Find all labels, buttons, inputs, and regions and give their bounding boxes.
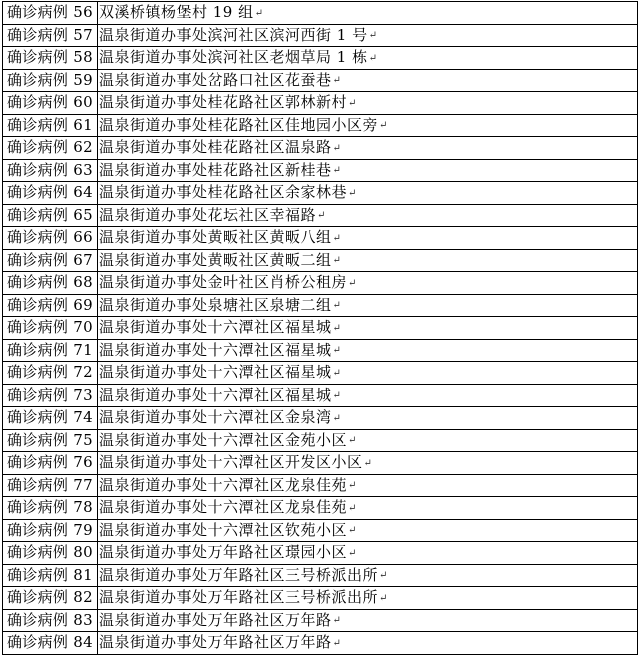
paragraph-mark-icon: ↵ bbox=[332, 142, 342, 154]
case-id-cell: 确诊病例 64 bbox=[3, 182, 98, 205]
table-row bbox=[3, 609, 638, 632]
table-row bbox=[3, 114, 638, 137]
address-text: 温泉街道办事处十六潭社区开发区小区 bbox=[99, 453, 363, 471]
address-cell bbox=[98, 92, 638, 115]
address-cell bbox=[98, 407, 638, 430]
table-row bbox=[3, 519, 638, 542]
paragraph-mark-icon: ↵ bbox=[348, 525, 357, 536]
paragraph-mark-icon: ↵ bbox=[332, 165, 342, 176]
paragraph-mark-icon: ↵ bbox=[363, 457, 373, 469]
address-text: 温泉街道办事处桂花路社区新桂巷 bbox=[99, 160, 332, 179]
paragraph-mark-icon: ↵ bbox=[332, 367, 342, 379]
address-text: 温泉街道办事处滨河社区老烟草局 1 栋 bbox=[99, 48, 368, 66]
address-text: 温泉街道办事处十六潭社区龙泉佳苑 bbox=[99, 475, 348, 494]
paragraph-mark-icon: ↵ bbox=[332, 615, 342, 626]
address-cell bbox=[98, 632, 638, 655]
table-row bbox=[3, 204, 638, 227]
address-cell bbox=[98, 362, 638, 385]
address-cell bbox=[98, 609, 638, 632]
table-row bbox=[3, 317, 638, 340]
paragraph-mark-icon: ↵ bbox=[348, 435, 357, 446]
case-id-cell: 确诊病例 72 bbox=[3, 362, 98, 385]
address-cell bbox=[98, 564, 638, 587]
paragraph-mark-icon: ↵ bbox=[368, 30, 378, 41]
case-id-cell: 确诊病例 65 bbox=[3, 204, 98, 227]
address-text: 温泉街道办事处十六潭社区钦苑小区 bbox=[99, 520, 348, 539]
address-text: 温泉街道办事处万年路社区万年路 bbox=[99, 633, 332, 651]
paragraph-mark-icon: ↵ bbox=[379, 570, 388, 581]
table-row bbox=[3, 249, 638, 272]
paragraph-mark-icon: ↵ bbox=[348, 502, 357, 514]
address-cell bbox=[98, 204, 638, 227]
address-text: 温泉街道办事处万年路社区三号桥派出所 bbox=[99, 565, 379, 584]
paragraph-mark-icon: ↵ bbox=[332, 390, 342, 401]
case-id-cell: 确诊病例 69 bbox=[3, 294, 98, 317]
address-text: 温泉街道办事处桂花路社区佳地园小区旁 bbox=[99, 115, 379, 134]
table-row bbox=[3, 159, 638, 182]
case-id-cell: 确诊病例 73 bbox=[3, 384, 98, 407]
address-cell bbox=[98, 452, 638, 475]
case-id-cell: 确诊病例 74 bbox=[3, 407, 98, 430]
paragraph-mark-icon: ↵ bbox=[332, 412, 342, 424]
case-id-cell: 确诊病例 76 bbox=[3, 452, 98, 475]
address-text: 温泉街道办事处岔路口社区花蚕巷 bbox=[99, 70, 332, 89]
table-row bbox=[3, 227, 638, 250]
case-id-cell: 确诊病例 63 bbox=[3, 159, 98, 182]
case-id-cell: 确诊病例 68 bbox=[3, 272, 98, 295]
case-id-cell: 确诊病例 77 bbox=[3, 474, 98, 497]
case-id-cell: 确诊病例 82 bbox=[3, 587, 98, 610]
address-text: 温泉街道办事处桂花路社区温泉路 bbox=[99, 138, 332, 156]
table-row bbox=[3, 632, 638, 655]
address-text: 温泉街道办事处花坛社区幸福路 bbox=[99, 205, 317, 224]
paragraph-mark-icon: ↵ bbox=[348, 480, 357, 491]
address-cell bbox=[98, 542, 638, 565]
case-id-cell: 确诊病例 56 bbox=[3, 2, 98, 25]
table-row bbox=[3, 384, 638, 407]
paragraph-mark-icon: ↵ bbox=[332, 255, 342, 266]
table-row bbox=[3, 24, 638, 47]
table-row bbox=[3, 542, 638, 565]
address-text: 温泉街道办事处万年路社区三号桥派出所 bbox=[99, 588, 379, 606]
address-cell bbox=[98, 317, 638, 340]
paragraph-mark-icon: ↵ bbox=[332, 322, 342, 334]
paragraph-mark-icon: ↵ bbox=[379, 120, 388, 131]
table-row bbox=[3, 474, 638, 497]
case-id-cell: 确诊病例 81 bbox=[3, 564, 98, 587]
case-id-cell: 确诊病例 61 bbox=[3, 114, 98, 137]
case-id-cell: 确诊病例 75 bbox=[3, 429, 98, 452]
address-text: 温泉街道办事处万年路社区璟园小区 bbox=[99, 543, 348, 561]
address-text: 温泉街道办事处十六潭社区福星城 bbox=[99, 385, 332, 404]
address-text: 温泉街道办事处十六潭社区龙泉佳苑 bbox=[99, 498, 348, 516]
paragraph-mark-icon: ↵ bbox=[348, 277, 357, 289]
table-row bbox=[3, 47, 638, 70]
table-row bbox=[3, 339, 638, 362]
case-id-cell: 确诊病例 66 bbox=[3, 227, 98, 250]
address-cell bbox=[98, 47, 638, 70]
address-cell bbox=[98, 429, 638, 452]
case-id-cell: 确诊病例 84 bbox=[3, 632, 98, 655]
paragraph-mark-icon: ↵ bbox=[348, 97, 357, 109]
address-cell bbox=[98, 69, 638, 92]
case-table-body bbox=[3, 2, 638, 655]
case-address-table bbox=[2, 1, 638, 655]
address-text: 温泉街道办事处十六潭社区福星城 bbox=[99, 363, 332, 381]
table-row bbox=[3, 452, 638, 475]
address-text: 温泉街道办事处十六潭社区福星城 bbox=[99, 340, 332, 359]
case-id-cell: 确诊病例 59 bbox=[3, 69, 98, 92]
table-row bbox=[3, 564, 638, 587]
address-text: 温泉街道办事处万年路社区万年路 bbox=[99, 610, 332, 629]
address-cell bbox=[98, 519, 638, 542]
case-id-cell: 确诊病例 79 bbox=[3, 519, 98, 542]
address-cell bbox=[98, 384, 638, 407]
case-id-cell: 确诊病例 83 bbox=[3, 609, 98, 632]
address-text: 温泉街道办事处滨河社区滨河西街 1 号 bbox=[99, 25, 368, 44]
paragraph-mark-icon: ↵ bbox=[317, 210, 326, 221]
table-row bbox=[3, 92, 638, 115]
case-id-cell: 确诊病例 57 bbox=[3, 24, 98, 47]
address-cell bbox=[98, 24, 638, 47]
table-row bbox=[3, 137, 638, 160]
address-cell bbox=[98, 137, 638, 160]
table-row bbox=[3, 587, 638, 610]
address-text: 温泉街道办事处十六潭社区金苑小区 bbox=[99, 430, 348, 449]
address-text: 温泉街道办事处泉塘社区泉塘二组 bbox=[99, 295, 332, 314]
paragraph-mark-icon: ↵ bbox=[332, 637, 342, 649]
address-cell bbox=[98, 227, 638, 250]
address-cell bbox=[98, 114, 638, 137]
case-id-cell: 确诊病例 62 bbox=[3, 137, 98, 160]
case-id-cell: 确诊病例 71 bbox=[3, 339, 98, 362]
table-row bbox=[3, 2, 638, 25]
address-text: 温泉街道办事处金叶社区肖桥公租房 bbox=[99, 273, 348, 291]
paragraph-mark-icon: ↵ bbox=[379, 592, 388, 604]
address-cell bbox=[98, 249, 638, 272]
address-text: 温泉街道办事处黄畈社区黄畈二组 bbox=[99, 250, 332, 269]
address-text: 温泉街道办事处十六潭社区福星城 bbox=[99, 318, 332, 336]
paragraph-mark-icon: ↵ bbox=[368, 52, 378, 64]
paragraph-mark-icon: ↵ bbox=[332, 232, 342, 244]
table-row bbox=[3, 407, 638, 430]
address-text: 温泉街道办事处桂花路社区郭林新村 bbox=[99, 93, 348, 111]
paragraph-mark-icon: ↵ bbox=[332, 300, 342, 311]
case-id-cell: 确诊病例 58 bbox=[3, 47, 98, 70]
table-row bbox=[3, 182, 638, 205]
address-text: 温泉街道办事处十六潭社区金泉湾 bbox=[99, 408, 332, 426]
address-cell bbox=[98, 339, 638, 362]
table-row bbox=[3, 272, 638, 295]
case-id-cell: 确诊病例 80 bbox=[3, 542, 98, 565]
case-id-cell: 确诊病例 78 bbox=[3, 497, 98, 520]
address-cell bbox=[98, 182, 638, 205]
table-row bbox=[3, 429, 638, 452]
address-cell bbox=[98, 474, 638, 497]
address-cell bbox=[98, 159, 638, 182]
address-text: 温泉街道办事处桂花路社区余家林巷 bbox=[99, 183, 348, 201]
paragraph-mark-icon: ↵ bbox=[332, 345, 342, 356]
address-cell bbox=[98, 497, 638, 520]
paragraph-mark-icon: ↵ bbox=[348, 547, 357, 559]
address-cell bbox=[98, 2, 638, 25]
paragraph-mark-icon: ↵ bbox=[332, 75, 342, 86]
paragraph-mark-icon: ↵ bbox=[254, 7, 264, 19]
table-row bbox=[3, 497, 638, 520]
address-text: 双溪桥镇杨堡村 19 组 bbox=[99, 3, 254, 21]
address-cell bbox=[98, 272, 638, 295]
address-cell bbox=[98, 294, 638, 317]
address-cell bbox=[98, 587, 638, 610]
table-row bbox=[3, 362, 638, 385]
table-row bbox=[3, 69, 638, 92]
case-id-cell: 确诊病例 60 bbox=[3, 92, 98, 115]
table-row bbox=[3, 294, 638, 317]
case-id-cell: 确诊病例 67 bbox=[3, 249, 98, 272]
paragraph-mark-icon: ↵ bbox=[348, 187, 357, 199]
case-id-cell: 确诊病例 70 bbox=[3, 317, 98, 340]
address-text: 温泉街道办事处黄畈社区黄畈八组 bbox=[99, 228, 332, 246]
